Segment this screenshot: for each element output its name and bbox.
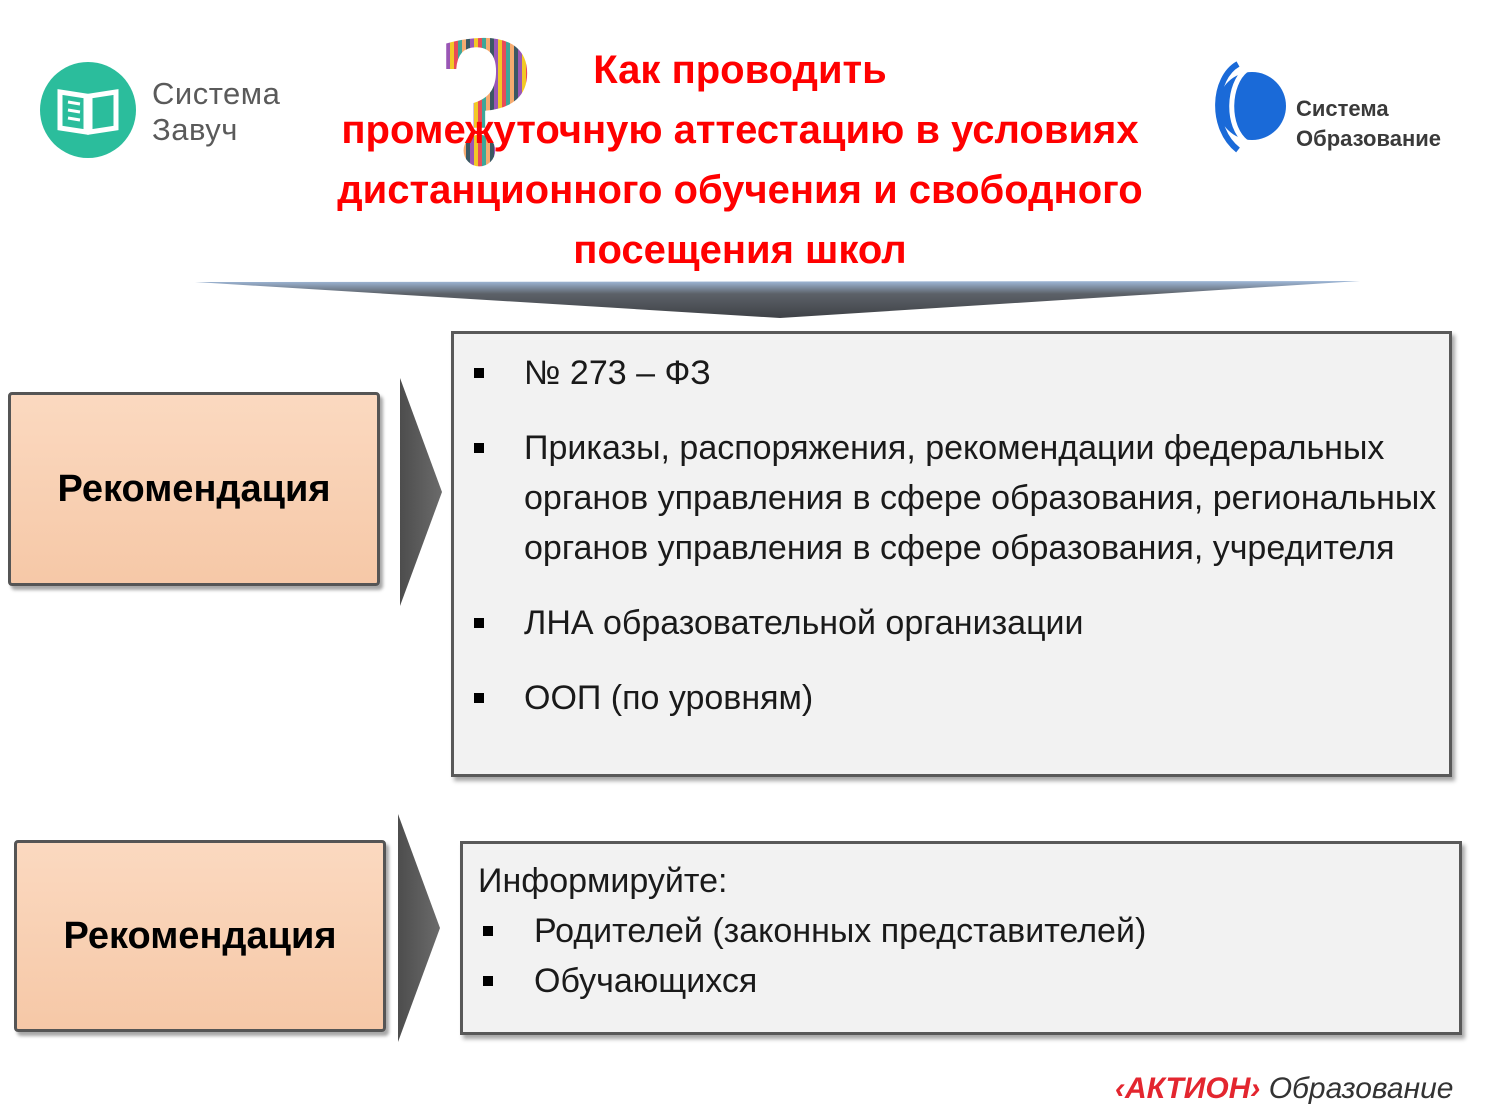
divider-arrow	[195, 278, 1365, 323]
title-line3: дистанционного обучения и свободного	[337, 168, 1143, 212]
list-item-text: Родителей (законных представителей)	[534, 912, 1147, 950]
chevron-right-icon	[394, 812, 442, 1044]
title-line4: посещения школ	[573, 228, 907, 272]
list-item	[454, 423, 1444, 573]
bullet-icon	[474, 443, 484, 453]
question-mark-icon: ?	[430, 30, 540, 180]
recommendation-label: Рекомендация	[57, 467, 331, 510]
recommendation-box	[14, 840, 386, 1032]
list-item	[463, 956, 1453, 1006]
logo-text	[1296, 94, 1441, 154]
inform-list	[463, 906, 1453, 1006]
list-item-text: ЛНА образовательной организации	[524, 604, 1084, 642]
inform-box	[460, 841, 1462, 1035]
bullet-icon	[474, 693, 484, 703]
title-line1: Как проводить	[593, 48, 887, 92]
aktion-suffix: Образование	[1260, 1072, 1454, 1105]
page-title	[250, 40, 1230, 280]
logo-text-line1: Система	[1296, 96, 1389, 121]
open-book-icon	[40, 62, 136, 158]
bullet-icon	[483, 926, 493, 936]
list-item-text: Обучающихся	[534, 962, 758, 1000]
list-item-text: ООП (по уровням)	[524, 679, 814, 717]
sources-list	[454, 348, 1444, 748]
bullet-icon	[474, 368, 484, 378]
recommendation-label: Рекомендация	[63, 914, 337, 957]
list-item	[463, 906, 1453, 956]
logo-text-line2: Завуч	[152, 112, 238, 147]
list-item-text: Приказы, распоряжения, рекомендации федеральных органов управления в сфере образования, региональных органов управления в сфере образования, учредителя	[524, 429, 1437, 567]
sources-box	[451, 331, 1452, 777]
title-line2: промежуточную аттестацию в условиях	[341, 108, 1139, 152]
blue-circle-swirl-icon	[1208, 58, 1290, 158]
recommendation-box	[8, 392, 380, 586]
list-item	[454, 598, 1444, 648]
list-item	[454, 348, 1444, 398]
logo-text-line2: Образование	[1296, 126, 1441, 151]
inform-heading: Информируйте:	[478, 862, 728, 900]
logo-text-line1: Система	[152, 76, 281, 111]
aktion-logo	[1115, 1072, 1453, 1112]
chevron-right-icon	[396, 376, 444, 608]
aktion-brand: ‹АКТИОН›	[1115, 1072, 1261, 1105]
bullet-icon	[483, 976, 493, 986]
list-item-text: № 273 – ФЗ	[524, 354, 711, 392]
sistema-obrazovanie-logo	[1208, 58, 1478, 158]
bullet-icon	[474, 618, 484, 628]
list-item	[454, 673, 1444, 723]
